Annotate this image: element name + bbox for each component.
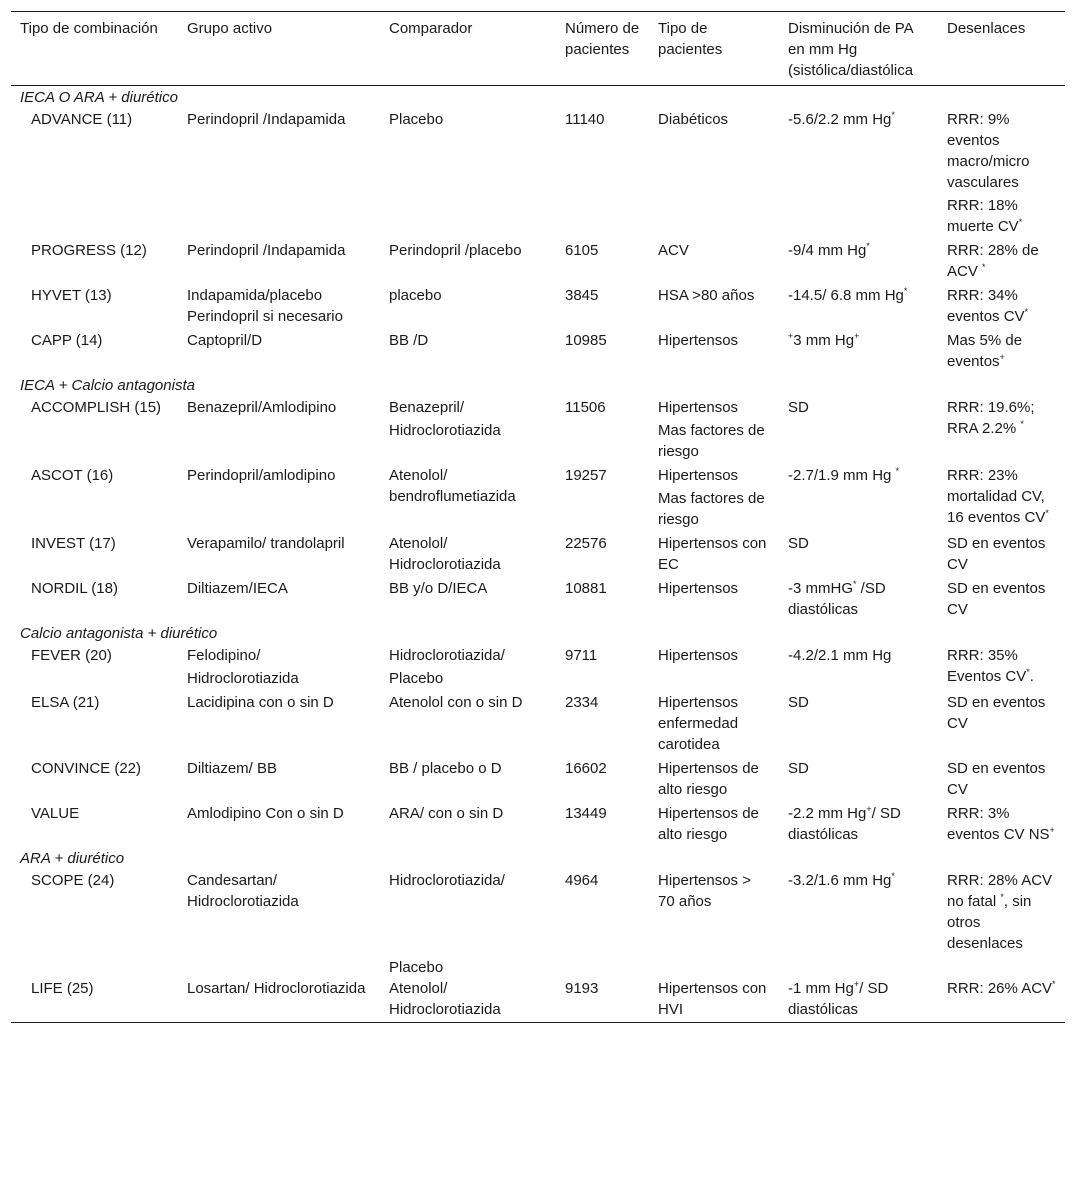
table-row: [11, 329, 1065, 374]
reduction-cell: -5.6/2.2 mm Hg*: [788, 110, 895, 128]
col-header: Comparador: [389, 20, 473, 37]
table-row: [11, 577, 1065, 622]
outcomes-cell: RRR: 26% ACV*: [947, 979, 1056, 997]
comparator-cell: Hidroclorotiazida/ Placebo: [389, 647, 505, 687]
combo-cell: ASCOT (16): [31, 467, 114, 484]
combo-cell: SCOPE (24): [31, 872, 115, 889]
active-cell: Lacidipina con o sin D: [187, 694, 334, 711]
comparator-cell: Atenolol/ Hidroclorotiazida: [389, 535, 501, 573]
n-cell: 2334: [565, 694, 599, 711]
reduction-cell: SD: [788, 760, 809, 777]
comparator-cell: Benazepril/ Hidroclorotiazida: [389, 399, 501, 439]
active-cell: Perindopril /Indapamida: [187, 111, 346, 128]
table-row: [11, 532, 1065, 577]
group-title: Calcio antagonista + diurético: [20, 625, 218, 642]
patients-cell: Hipertensos con HVI: [658, 980, 767, 1018]
reduction-cell: +3 mm Hg+: [788, 331, 860, 349]
n-cell: 9711: [565, 647, 598, 664]
n-cell: 11506: [565, 399, 606, 416]
n-cell: 3845: [565, 287, 599, 304]
n-cell: 10881: [565, 580, 607, 597]
group-row: [11, 847, 1065, 869]
col-header: Tipo de combinación: [20, 20, 158, 37]
combo-cell: FEVER (20): [31, 647, 112, 664]
table-row: [11, 644, 1065, 691]
table-row: [11, 108, 1065, 239]
group-title: ARA + diurético: [20, 850, 125, 867]
comparator-cell: Atenolol con o sin D: [389, 694, 523, 711]
col-header: Desenlaces: [947, 20, 1026, 37]
reduction-cell: -3 mmHG* /SD diastólicas: [788, 579, 886, 618]
reduction-cell: SD: [788, 399, 809, 416]
combo-cell: INVEST (17): [31, 535, 116, 552]
patients-cell: Hipertensos: [658, 647, 739, 664]
active-cell: Benazepril/Amlodipino: [187, 399, 337, 416]
patients-cell: Hipertensos de alto riesgo: [658, 805, 759, 843]
outcomes-cell: RRR: 19.6%; RRA 2.2% *: [947, 399, 1035, 437]
n-cell: 22576: [565, 535, 607, 552]
comparator-cell: BB / placebo o D: [389, 760, 502, 777]
table-row: [11, 956, 1065, 1023]
active-cell: Perindopril /Indapamida: [187, 242, 346, 259]
header-row: [11, 12, 1065, 86]
outcomes-cell: RRR: 28% ACV no fatal *, sin otros desenlaces: [947, 872, 1053, 952]
table-row: [11, 239, 1065, 284]
comparator-cell: Placebo: [389, 111, 444, 128]
table-row: [11, 284, 1065, 329]
outcomes-cell: SD en eventos CV: [947, 580, 1046, 618]
reduction-cell: -14.5/ 6.8 mm Hg*: [788, 286, 908, 304]
reduction-cell: -3.2/1.6 mm Hg*: [788, 871, 895, 889]
reduction-cell: -4.2/2.1 mm Hg: [788, 647, 892, 664]
outcomes-cell: RRR: 34% eventos CV*: [947, 287, 1029, 325]
reduction-cell: -2.2 mm Hg+/ SD diastólicas: [788, 804, 901, 843]
comparator-cell: Placebo Atenolol/ Hidroclorotiazida: [389, 959, 501, 1018]
n-cell: 10985: [565, 332, 607, 349]
patients-cell: Hipertensos: [658, 580, 739, 597]
comparator-cell: ARA/ con o sin D: [389, 805, 504, 822]
combo-cell: LIFE (25): [31, 980, 94, 997]
outcomes-cell: RRR: 3% eventos CV NS+: [947, 805, 1055, 843]
n-cell: 13449: [565, 805, 607, 822]
group-row: [11, 374, 1065, 396]
reduction-cell: SD: [788, 535, 809, 552]
patients-cell: Hipertensos de alto riesgo: [658, 760, 759, 798]
outcomes-cell: RRR: 35% Eventos CV*.: [947, 647, 1034, 685]
group-title: IECA + Calcio antagonista: [20, 377, 195, 394]
combo-cell: ACCOMPLISH (15): [31, 399, 162, 416]
col-header: Grupo activo: [187, 20, 273, 37]
reduction-cell: SD: [788, 694, 809, 711]
reduction-cell: -1 mm Hg+/ SD diastólicas: [788, 979, 889, 1018]
table-row: [11, 396, 1065, 464]
patients-cell: Hipertensos > 70 años: [658, 872, 751, 910]
n-cell: 16602: [565, 760, 607, 777]
active-cell: Amlodipino Con o sin D: [187, 805, 344, 822]
table-row: [11, 802, 1065, 847]
patients-cell: Hipertensos Mas factores de riesgo: [658, 399, 765, 460]
combo-cell: HYVET (13): [31, 287, 112, 304]
comparator-cell: BB /D: [389, 332, 429, 349]
patients-cell: HSA >80 años: [658, 287, 755, 304]
comparator-cell: placebo: [389, 287, 442, 304]
active-cell: Diltiazem/ BB: [187, 760, 278, 777]
outcomes-cell: Mas 5% de eventos+: [947, 332, 1023, 370]
group-title: IECA O ARA + diurético: [20, 89, 178, 106]
patients-cell: Diabéticos: [658, 111, 729, 128]
table-row: [11, 691, 1065, 757]
patients-cell: ACV: [658, 242, 689, 259]
comparator-cell: Atenolol/ bendroflumetiazida: [389, 467, 516, 505]
outcomes-cell: RRR: 23% mortalidad CV, 16 eventos CV*: [947, 467, 1049, 526]
active-cell: Verapamilo/ trandolapril: [187, 535, 345, 552]
comparator-cell: Hidroclorotiazida/: [389, 872, 505, 889]
reduction-cell: -9/4 mm Hg*: [788, 241, 870, 259]
combo-cell: PROGRESS (12): [31, 242, 147, 259]
n-cell: 9193: [565, 980, 599, 997]
table-row: [11, 757, 1065, 802]
combo-cell: CAPP (14): [31, 332, 103, 349]
patients-cell: Hipertensos enfermedad carotidea: [658, 694, 739, 753]
active-cell: Losartan/ Hidroclorotiazida: [187, 980, 366, 997]
group-row: [11, 86, 1065, 109]
reduction-cell: -2.7/1.9 mm Hg *: [788, 466, 900, 484]
n-cell: 4964: [565, 872, 599, 889]
combo-cell: NORDIL (18): [31, 580, 118, 597]
group-row: [11, 622, 1065, 644]
col-header: Disminución de PA en mm Hg (sistólica/diastólica: [788, 20, 914, 79]
table-row: [11, 464, 1065, 532]
combo-cell: ADVANCE (11): [31, 111, 133, 128]
col-header: Número de pacientes: [565, 20, 640, 58]
patients-cell: Hipertensos Mas factores de riesgo: [658, 467, 765, 528]
comparator-cell: BB y/o D/IECA: [389, 580, 488, 597]
table-row: [11, 869, 1065, 956]
active-cell: Indapamida/placebo Perindopril si necesario: [187, 287, 343, 325]
col-header: Tipo de pacientes: [658, 20, 723, 58]
combo-cell: VALUE: [31, 805, 80, 822]
active-cell: Felodipino/ Hidroclorotiazida: [187, 647, 299, 687]
active-cell: Captopril/D: [187, 332, 263, 349]
outcomes-cell: SD en eventos CV: [947, 760, 1046, 798]
outcomes-cell: RRR: 28% de ACV *: [947, 242, 1039, 280]
active-cell: Perindopril/amlodipino: [187, 467, 336, 484]
combo-cell: CONVINCE (22): [31, 760, 142, 777]
comparator-cell: Perindopril /placebo: [389, 242, 522, 259]
combo-cell: ELSA (21): [31, 694, 100, 711]
outcomes-cell: RRR: 9% eventos macro/micro vasculares RRR: 18% muerte CV*: [947, 111, 1030, 235]
combination-therapy-table: [11, 11, 1065, 1023]
patients-cell: Hipertensos: [658, 332, 739, 349]
outcomes-cell: SD en eventos CV: [947, 694, 1046, 732]
active-cell: Diltiazem/IECA: [187, 580, 288, 597]
outcomes-cell: SD en eventos CV: [947, 535, 1046, 573]
patients-cell: Hipertensos con EC: [658, 535, 767, 573]
active-cell: Candesartan/ Hidroclorotiazida: [187, 872, 299, 910]
n-cell: 6105: [565, 242, 599, 259]
n-cell: 19257: [565, 467, 607, 484]
n-cell: 11140: [565, 111, 605, 128]
